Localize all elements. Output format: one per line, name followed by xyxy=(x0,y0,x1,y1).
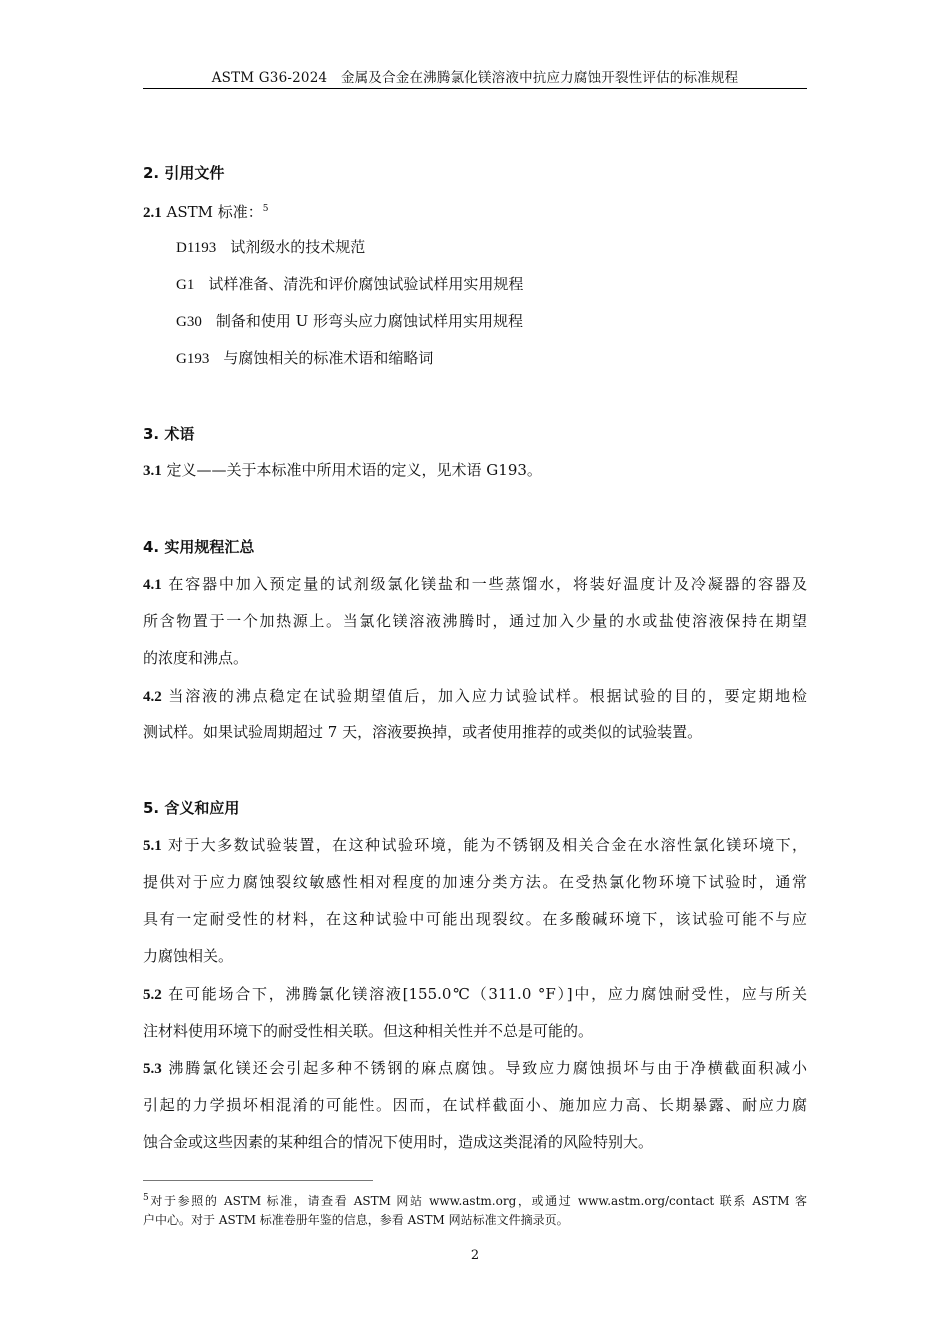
clause-5-1-line: 具有一定耐受性的材料，在这种试验中可能出现裂纹。在多酸碱环境下，该试验可能不与应 xyxy=(143,910,807,928)
clause-5-1-line: 力腐蚀相关。 xyxy=(143,947,234,965)
footnote-text: 对于参照的 ASTM 标准，请查看 ASTM 网站 www.astm.org，或通过 www.astm.org/contact 联系 ASTM 客 xyxy=(148,1194,807,1208)
section-5-heading: 5. 含义和应用 xyxy=(143,799,240,817)
reference-title: 与腐蚀相关的标准术语和缩略词 xyxy=(223,349,434,367)
clause-5-2-line xyxy=(143,983,807,1004)
reference-code: G193 xyxy=(176,351,210,367)
clause-text: 沸腾氯化镁还会引起多种不锈钢的麻点腐蚀。导致应力腐蚀损坏与由于净横截面积减小 xyxy=(168,1059,807,1077)
clause-4-1-line: 的浓度和沸点。 xyxy=(143,649,249,667)
clause-4-1-line: 所含物置于一个加热源上。当氯化镁溶液沸腾时，通过加入少量的水或盐使溶液保持在期望 xyxy=(143,612,807,630)
reference-item xyxy=(176,273,523,294)
footnote-line: 户中心。对于 ASTM 标准卷册年鉴的信息，参看 ASTM 网站标准文件摘录页。 xyxy=(143,1213,569,1227)
section-3-heading: 3. 术语 xyxy=(143,425,195,443)
clause-5-1-line: 提供对于应力腐蚀裂纹敏感性相对程度的加速分类方法。在受热氯化物环境下试验时，通常 xyxy=(143,873,807,891)
footnote-mark: 5 xyxy=(143,1193,149,1203)
clause-5-2-line: 注材料使用环境下的耐受性相关联。但这种相关性并不总是可能的。 xyxy=(143,1022,594,1040)
footnote-ref: 5 xyxy=(262,204,269,214)
clause-text: 当溶液的沸点稳定在试验期望值后，加入应力试验试样。根据试验的目的，要定期地检 xyxy=(168,687,807,705)
reference-item xyxy=(176,347,433,368)
clause-5-3-line xyxy=(143,1057,807,1078)
clause-text: 定义——关于本标准中所用术语的定义，见术语 G193。 xyxy=(166,461,542,479)
reference-code: G30 xyxy=(176,314,202,330)
reference-code: D1193 xyxy=(176,240,217,256)
section-4-heading: 4. 实用规程汇总 xyxy=(143,538,255,556)
clause-5-3-line: 蚀合金或这些因素的某种组合的情况下使用时，造成这类混淆的风险特别大。 xyxy=(143,1133,654,1151)
header-divider xyxy=(143,88,807,89)
section-2-heading: 2. 引用文件 xyxy=(143,164,225,182)
page-number: 2 xyxy=(470,1248,480,1263)
clause-4-1-line xyxy=(143,573,807,594)
reference-title: 制备和使用 U 形弯头应力腐蚀试样用实用规程 xyxy=(215,312,524,330)
clause-4-2-line: 测试样。如果试验周期超过 7 天，溶液要换掉，或者使用推荐的或类似的试验装置。 xyxy=(143,723,703,741)
running-header: ASTM G36-2024 金属及合金在沸腾氯化镁溶液中抗应力腐蚀开裂性评估的标准规程 xyxy=(211,70,739,86)
clause-5-3-line: 引起的力学损坏相混淆的可能性。因而，在试样截面小、施加应力高、长期暴露、耐应力腐 xyxy=(143,1096,807,1114)
reference-item xyxy=(176,236,365,257)
footnote-line xyxy=(143,1192,807,1209)
clause-number: 4.1 xyxy=(143,577,162,593)
clause-text: 对于大多数试验装置，在这种试验环境，能为不锈钢及相关合金在水溶性氯化镁环境下， xyxy=(167,836,807,854)
reference-code: G1 xyxy=(176,277,195,293)
clause-4-2-line xyxy=(143,685,807,706)
clause-number: 4.2 xyxy=(143,689,162,705)
clause-number: 3.1 xyxy=(143,463,162,479)
clause-number: 5.2 xyxy=(143,987,162,1003)
clause-number: 5.3 xyxy=(143,1061,162,1077)
clause-2-1 xyxy=(143,199,807,223)
clause-text: 在可能场合下，沸腾氯化镁溶液[155.0℃（311.0 °F）]中，应力腐蚀耐受性，应与所关 xyxy=(168,985,807,1003)
clause-number: 2.1 xyxy=(143,205,162,221)
clause-3-1 xyxy=(143,460,807,481)
clause-text: ASTM 标准： xyxy=(166,203,263,221)
reference-title: 试剂级水的技术规范 xyxy=(230,238,366,256)
clause-number: 5.1 xyxy=(143,838,162,854)
reference-title: 试样准备、清洗和评价腐蚀试验试样用实用规程 xyxy=(208,275,524,293)
clause-5-1-line xyxy=(143,834,807,855)
reference-item xyxy=(176,310,523,331)
clause-text: 在容器中加入预定量的试剂级氯化镁盐和一些蒸馏水，将装好温度计及冷凝器的容器及 xyxy=(168,575,807,593)
footnote-divider xyxy=(143,1180,373,1181)
